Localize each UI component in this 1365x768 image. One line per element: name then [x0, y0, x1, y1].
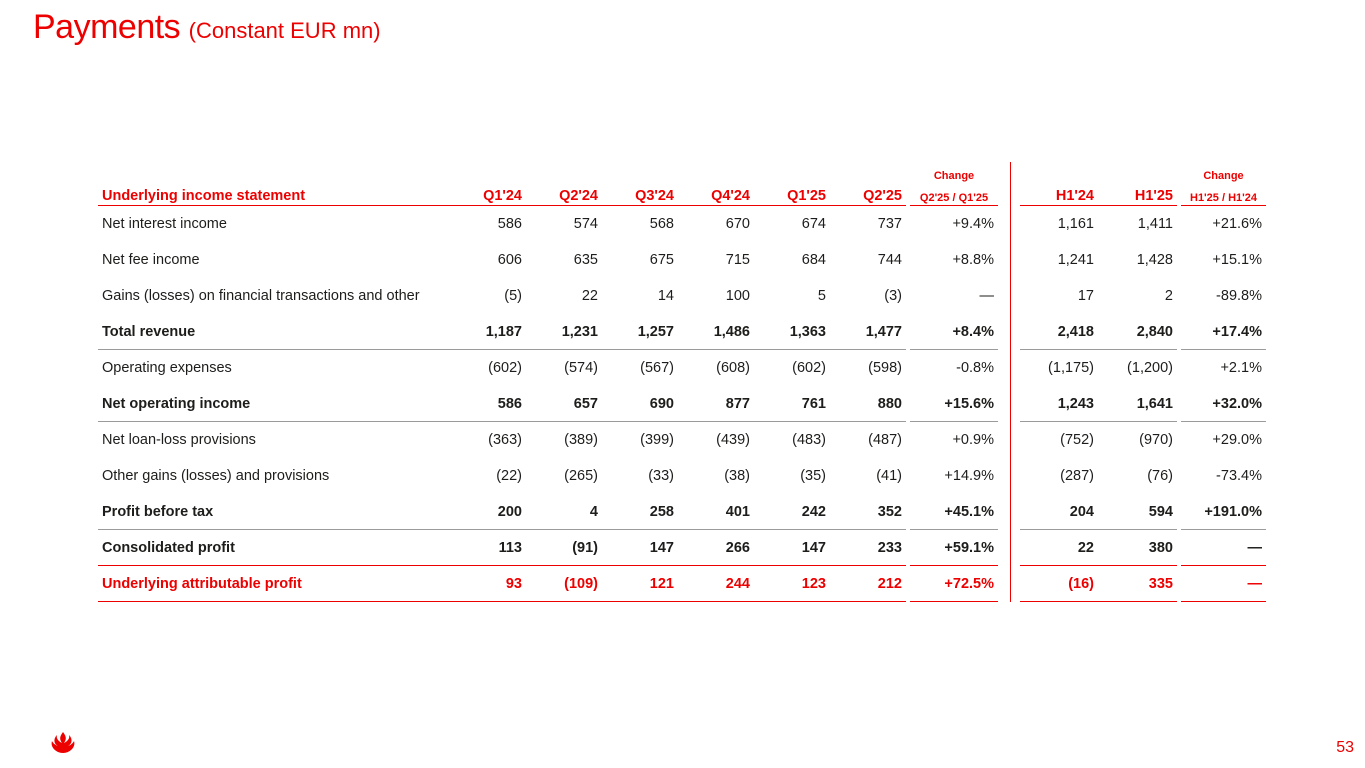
table-cell: 606	[497, 252, 522, 268]
table-cell: 744	[877, 252, 902, 268]
table-cell: 266	[678, 530, 754, 566]
table-row	[98, 314, 1266, 350]
table-cell: 586	[450, 386, 526, 422]
table-cell-change-half: —	[1181, 530, 1266, 566]
table-cell: 1,231	[526, 314, 602, 350]
table-cell: (389)	[564, 432, 598, 448]
table-cell: 761	[754, 386, 830, 422]
table-cell: (567)	[640, 360, 674, 376]
cell-gap	[998, 566, 1010, 602]
table-cell: 147	[602, 530, 678, 566]
column-header-q1-25: Q1'25	[754, 184, 830, 206]
column-divider	[1010, 458, 1020, 494]
table-cell: (602)	[792, 360, 826, 376]
column-divider	[1010, 530, 1020, 566]
change-quarter-label: Change	[933, 170, 975, 182]
table-cell-change-quarter: +15.6%	[910, 386, 998, 422]
table-cell-change-quarter: +59.1%	[910, 530, 998, 566]
table-cell: 22	[1020, 530, 1098, 566]
table-cell: (16)	[1020, 566, 1098, 602]
table-cell: 22	[581, 288, 598, 304]
table-row	[98, 494, 1266, 530]
table-cell: 2	[1164, 288, 1173, 304]
table-cell: 674	[801, 216, 826, 232]
income-statement-table	[98, 162, 1266, 602]
table-cell: 1,477	[830, 314, 906, 350]
table-cell: 93	[450, 566, 526, 602]
cell-gap	[998, 314, 1010, 350]
santander-flame-icon	[50, 731, 76, 755]
table-cell: 17	[1077, 288, 1094, 304]
column-divider	[1010, 314, 1020, 350]
column-divider	[1010, 494, 1020, 530]
table-cell: (76)	[1147, 468, 1173, 484]
cell-gap	[998, 458, 1010, 494]
table-cell: (970)	[1139, 432, 1173, 448]
table-cell: 212	[830, 566, 906, 602]
change-half-label: Change	[1203, 170, 1244, 182]
table-cell: 100	[725, 288, 750, 304]
table-cell: 352	[830, 494, 906, 530]
table-row	[98, 422, 1266, 458]
table-cell: (5)	[504, 288, 522, 304]
table-cell-change-half: -73.4%	[1216, 468, 1262, 484]
table-cell: 568	[649, 216, 674, 232]
column-divider	[1010, 350, 1020, 386]
column-header-change-quarter: Q2'25 / Q1'25	[910, 184, 998, 206]
column-header-q2-25: Q2'25	[830, 184, 906, 206]
table-cell: (439)	[716, 432, 750, 448]
table-cell: 200	[450, 494, 526, 530]
row-label: Underlying attributable profit	[98, 566, 450, 602]
table-cell-change-quarter: +8.8%	[952, 252, 994, 268]
table-cell-change-half: +191.0%	[1181, 494, 1266, 530]
table-cell: (22)	[496, 468, 522, 484]
cell-gap	[998, 206, 1010, 242]
table-cell: (483)	[792, 432, 826, 448]
table-cell-change-quarter: +8.4%	[910, 314, 998, 350]
table-cell: 147	[754, 530, 830, 566]
table-cell: 1,243	[1020, 386, 1098, 422]
table-row	[98, 566, 1266, 602]
table-cell: 401	[678, 494, 754, 530]
page-number: 53	[1336, 739, 1354, 756]
row-label: Net operating income	[98, 386, 450, 422]
table-cell: (602)	[488, 360, 522, 376]
table-cell: (1,200)	[1127, 360, 1173, 376]
cell-gap	[998, 530, 1010, 566]
table-cell: 1,641	[1098, 386, 1177, 422]
row-label: Operating expenses	[102, 360, 232, 376]
table-cell: (33)	[648, 468, 674, 484]
column-divider	[1010, 566, 1020, 602]
table-cell: 2,418	[1020, 314, 1098, 350]
table-cell-change-half: +2.1%	[1220, 360, 1262, 376]
table-cell: (1,175)	[1048, 360, 1094, 376]
column-divider	[1010, 278, 1020, 314]
row-label: Gains (losses) on financial transactions and other	[102, 288, 420, 304]
row-label: Net fee income	[102, 252, 200, 268]
column-header-h1-24: H1'24	[1020, 184, 1098, 206]
table-cell-change-half: +17.4%	[1181, 314, 1266, 350]
table-cell-change-quarter: +14.9%	[944, 468, 994, 484]
table-cell: 258	[602, 494, 678, 530]
column-divider	[1010, 206, 1020, 242]
column-header-q1-24: Q1'24	[450, 184, 526, 206]
column-divider	[1010, 184, 1020, 206]
table-cell: (3)	[884, 288, 902, 304]
table-cell: 233	[830, 530, 906, 566]
table-cell: 242	[754, 494, 830, 530]
cell-gap	[998, 350, 1010, 386]
table-row	[98, 242, 1266, 278]
table-cell: 380	[1098, 530, 1177, 566]
cell-gap	[998, 422, 1010, 458]
table-cell: (399)	[640, 432, 674, 448]
table-cell-change-quarter: -0.8%	[956, 360, 994, 376]
row-label: Profit before tax	[98, 494, 450, 530]
table-cell-change-half: -89.8%	[1216, 288, 1262, 304]
row-label: Net interest income	[102, 216, 227, 232]
table-cell: 1,363	[754, 314, 830, 350]
table-cell: (38)	[724, 468, 750, 484]
table-cell: 1,187	[450, 314, 526, 350]
income-statement-table-container	[98, 162, 1268, 602]
table-cell: 690	[602, 386, 678, 422]
column-header-change-half: H1'25 / H1'24	[1181, 184, 1266, 206]
table-cell: (265)	[564, 468, 598, 484]
table-cell: 670	[725, 216, 750, 232]
table-cell: 4	[526, 494, 602, 530]
table-row	[98, 458, 1266, 494]
table-cell-change-quarter: +0.9%	[952, 432, 994, 448]
table-cell: 1,241	[1057, 252, 1094, 268]
table-cell: 1,257	[602, 314, 678, 350]
table-cell: 635	[573, 252, 598, 268]
table-cell: 335	[1098, 566, 1177, 602]
table-cell-change-half: +32.0%	[1181, 386, 1266, 422]
table-cell-change-quarter: +45.1%	[910, 494, 998, 530]
table-row	[98, 530, 1266, 566]
table-row	[98, 278, 1266, 314]
page-title-main: Payments	[33, 8, 181, 46]
table-body	[98, 206, 1266, 602]
page-title	[33, 8, 381, 47]
table-cell: 14	[657, 288, 674, 304]
cell-gap	[998, 494, 1010, 530]
table-row	[98, 350, 1266, 386]
table-cell: 2,840	[1098, 314, 1177, 350]
table-cell: 204	[1020, 494, 1098, 530]
table-row	[98, 386, 1266, 422]
column-header-label: Underlying income statement	[98, 184, 450, 206]
table-cell: (41)	[876, 468, 902, 484]
table-cell-change-half: —	[1181, 566, 1266, 602]
column-header-row	[98, 184, 1266, 206]
column-divider	[1010, 422, 1020, 458]
table-cell: 1,411	[1137, 216, 1173, 232]
table-cell: (363)	[488, 432, 522, 448]
table-cell: 877	[678, 386, 754, 422]
table-cell: (35)	[800, 468, 826, 484]
table-cell: (608)	[716, 360, 750, 376]
table-cell-change-half: +21.6%	[1212, 216, 1262, 232]
table-cell: 1,428	[1136, 252, 1173, 268]
table-cell: 880	[830, 386, 906, 422]
row-label: Net loan-loss provisions	[102, 432, 256, 448]
cell-gap	[998, 278, 1010, 314]
table-cell: 1,486	[678, 314, 754, 350]
table-cell-change-quarter: +72.5%	[910, 566, 998, 602]
table-cell: 675	[649, 252, 674, 268]
table-cell: 121	[602, 566, 678, 602]
table-cell: 5	[817, 288, 826, 304]
table-cell: 657	[526, 386, 602, 422]
table-cell-change-quarter: —	[979, 288, 994, 304]
table-cell: 113	[450, 530, 526, 566]
table-cell: (574)	[564, 360, 598, 376]
table-cell: (487)	[868, 432, 902, 448]
table-cell-change-half: +29.0%	[1212, 432, 1262, 448]
column-divider	[1010, 386, 1020, 422]
table-cell-change-quarter: +9.4%	[952, 216, 994, 232]
page-title-subtitle: (Constant EUR mn)	[188, 18, 381, 43]
column-header-q2-24: Q2'24	[526, 184, 602, 206]
table-cell: 244	[678, 566, 754, 602]
table-cell: 574	[573, 216, 598, 232]
table-cell: (91)	[526, 530, 602, 566]
table-cell: (109)	[526, 566, 602, 602]
table-cell: 586	[497, 216, 522, 232]
table-cell: (598)	[868, 360, 902, 376]
cell-gap	[998, 386, 1010, 422]
column-divider	[1010, 242, 1020, 278]
table-cell: 737	[877, 216, 902, 232]
table-cell: 123	[754, 566, 830, 602]
table-row	[98, 206, 1266, 242]
row-label: Total revenue	[98, 314, 450, 350]
column-header-q4-24: Q4'24	[678, 184, 754, 206]
column-header-q3-24: Q3'24	[602, 184, 678, 206]
column-divider	[1010, 162, 1020, 184]
table-cell: (752)	[1060, 432, 1094, 448]
column-header-h1-25: H1'25	[1098, 184, 1177, 206]
table-cell: 1,161	[1057, 216, 1094, 232]
change-header-row	[98, 162, 1266, 184]
table-cell: 715	[725, 252, 750, 268]
cell-gap	[998, 242, 1010, 278]
table-cell: (287)	[1060, 468, 1094, 484]
table-cell: 684	[801, 252, 826, 268]
table-cell: 594	[1098, 494, 1177, 530]
row-label: Other gains (losses) and provisions	[102, 468, 330, 484]
row-label: Consolidated profit	[98, 530, 450, 566]
table-cell-change-half: +15.1%	[1212, 252, 1262, 268]
